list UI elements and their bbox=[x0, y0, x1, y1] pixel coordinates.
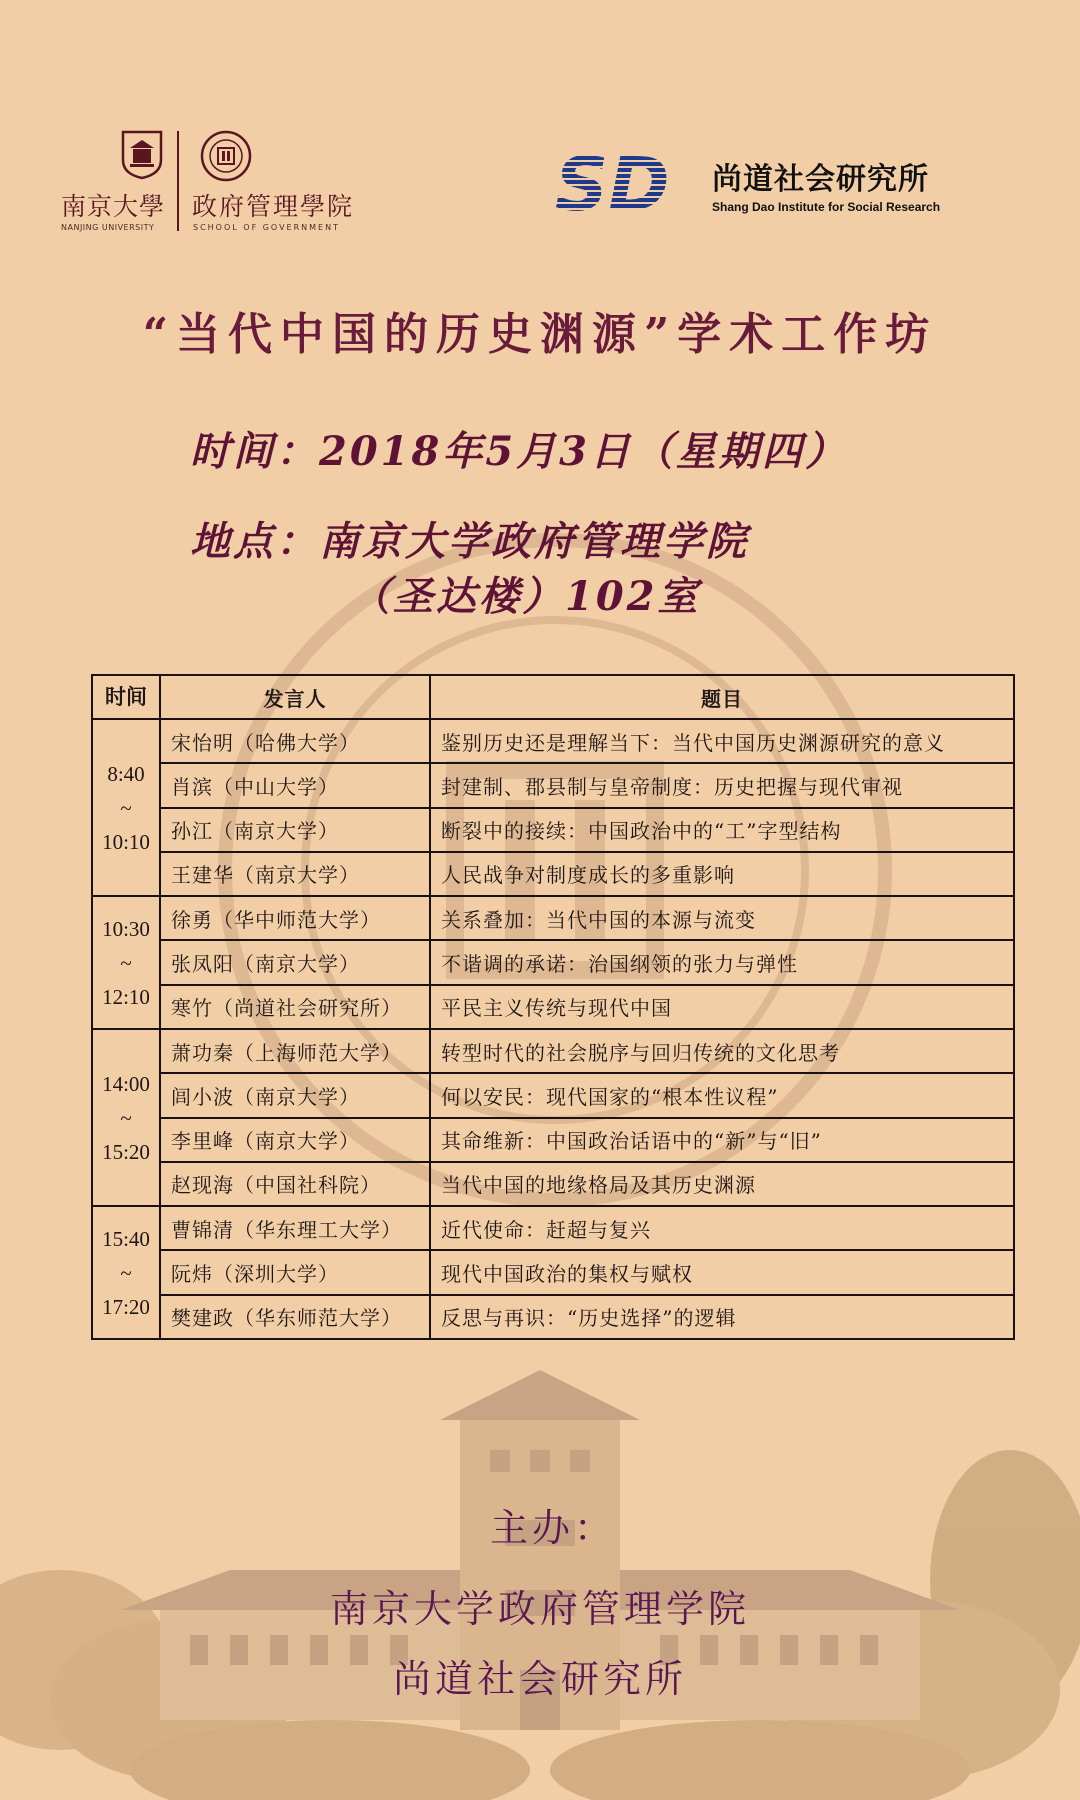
event-time: 时间：2018年5月3日（星期四） bbox=[190, 428, 848, 475]
sd-chinese-name: 尚道社会研究所 bbox=[712, 162, 929, 197]
speaker-cell: 曹锦清（华东理工大学） bbox=[160, 1206, 430, 1250]
session-end: 17:20 bbox=[102, 1294, 150, 1319]
session-start: 14:00 bbox=[102, 1071, 150, 1096]
session-separator: ~ bbox=[120, 795, 132, 820]
speaker-cell: 闾小波（南京大学） bbox=[160, 1073, 430, 1117]
speaker-cell: 寒竹（尚道社会研究所） bbox=[160, 985, 430, 1029]
school-name: 政府管理學院 bbox=[192, 192, 355, 221]
table-row bbox=[92, 940, 1014, 984]
speaker-cell: 阮炜（深圳大学） bbox=[160, 1250, 430, 1294]
speaker-cell: 张凤阳（南京大学） bbox=[160, 940, 430, 984]
topic-cell: 反思与再识：“历史选择”的逻辑 bbox=[430, 1295, 1014, 1339]
topic-cell: 转型时代的社会脱序与回归传统的文化思考 bbox=[430, 1029, 1014, 1073]
organizer-institute: 尚道社会研究所 bbox=[392, 1657, 687, 1701]
table-row bbox=[92, 1118, 1014, 1162]
session-start: 15:40 bbox=[102, 1226, 150, 1251]
speaker-cell: 宋怡明（哈佛大学） bbox=[160, 719, 430, 763]
speaker-cell: 肖滨（中山大学） bbox=[160, 763, 430, 807]
session-separator: ~ bbox=[120, 1105, 132, 1130]
shangdao-logo bbox=[555, 150, 975, 230]
session-start: 10:30 bbox=[102, 916, 150, 941]
event-venue: 地点：南京大学政府管理学院 bbox=[190, 518, 749, 565]
session-time bbox=[92, 896, 160, 1029]
table-row bbox=[92, 985, 1014, 1029]
table-row bbox=[92, 1295, 1014, 1339]
speaker-cell: 孙江（南京大学） bbox=[160, 808, 430, 852]
topic-cell: 何以安民：现代国家的“根本性议程” bbox=[430, 1073, 1014, 1117]
session-separator: ~ bbox=[120, 950, 132, 975]
table-row bbox=[92, 1029, 1014, 1073]
nju-school-logo bbox=[55, 125, 375, 235]
table-row bbox=[92, 1206, 1014, 1250]
session-time bbox=[92, 719, 160, 896]
header-speaker: 发言人 bbox=[160, 675, 430, 719]
school-english-name: SCHOOL OF GOVERNMENT bbox=[193, 223, 340, 232]
header-topic: 题目 bbox=[430, 675, 1014, 719]
workshop-title: “当代中国的历史渊源”学术工作坊 bbox=[142, 309, 938, 360]
speaker-cell: 徐勇（华中师范大学） bbox=[160, 896, 430, 940]
nju-name: 南京大學 bbox=[61, 192, 166, 221]
table-row bbox=[92, 1162, 1014, 1206]
table-row bbox=[92, 896, 1014, 940]
topic-cell: 不谐调的承诺：治国纲领的张力与弹性 bbox=[430, 940, 1014, 984]
session-end: 12:10 bbox=[102, 984, 150, 1009]
session-end: 15:20 bbox=[102, 1139, 150, 1164]
topic-cell: 鉴别历史还是理解当下：当代中国历史渊源研究的意义 bbox=[430, 719, 1014, 763]
topic-cell: 其命维新：中国政治话语中的“新”与“旧” bbox=[430, 1118, 1014, 1162]
sd-mark-text: SD bbox=[555, 150, 670, 216]
session-time bbox=[92, 1029, 160, 1206]
topic-cell: 断裂中的接续：中国政治中的“工”字型结构 bbox=[430, 808, 1014, 852]
sd-logo-mark bbox=[555, 150, 700, 216]
topic-cell: 当代中国的地缘格局及其历史渊源 bbox=[430, 1162, 1014, 1206]
nju-english-name: NANJING UNIVERSITY bbox=[61, 223, 155, 232]
topic-cell: 封建制、郡县制与皇帝制度：历史把握与现代审视 bbox=[430, 763, 1014, 807]
table-row bbox=[92, 763, 1014, 807]
organizer-label: 主办： bbox=[490, 1506, 617, 1550]
topic-cell: 近代使命：赶超与复兴 bbox=[430, 1206, 1014, 1250]
table-row bbox=[92, 719, 1014, 763]
table-row bbox=[92, 1250, 1014, 1294]
speaker-cell: 李里峰（南京大学） bbox=[160, 1118, 430, 1162]
table-row bbox=[92, 1073, 1014, 1117]
nju-shield-icon bbox=[121, 130, 163, 180]
session-separator: ~ bbox=[120, 1260, 132, 1285]
speaker-cell: 赵现海（中国社科院） bbox=[160, 1162, 430, 1206]
session-end: 10:10 bbox=[102, 829, 150, 854]
topic-cell: 人民战争对制度成长的多重影响 bbox=[430, 852, 1014, 896]
topic-cell: 关系叠加：当代中国的本源与流变 bbox=[430, 896, 1014, 940]
speaker-cell: 萧功秦（上海师范大学） bbox=[160, 1029, 430, 1073]
sd-english-name: Shang Dao Institute for Social Research bbox=[712, 200, 941, 214]
table-row bbox=[92, 808, 1014, 852]
session-start: 8:40 bbox=[107, 761, 145, 786]
schedule-table bbox=[91, 674, 1015, 1340]
school-seal-icon bbox=[200, 130, 252, 182]
topic-cell: 现代中国政治的集权与赋权 bbox=[430, 1250, 1014, 1294]
event-venue-room: （圣达楼）102室 bbox=[350, 573, 701, 620]
table-header-row bbox=[92, 675, 1014, 719]
speaker-cell: 樊建政（华东师范大学） bbox=[160, 1295, 430, 1339]
table-row bbox=[92, 852, 1014, 896]
header-time: 时间 bbox=[92, 675, 160, 719]
speaker-cell: 王建华（南京大学） bbox=[160, 852, 430, 896]
logo-divider bbox=[177, 131, 179, 231]
topic-cell: 平民主义传统与现代中国 bbox=[430, 985, 1014, 1029]
session-time bbox=[92, 1206, 160, 1339]
organizer-school: 南京大学政府管理学院 bbox=[329, 1587, 750, 1631]
